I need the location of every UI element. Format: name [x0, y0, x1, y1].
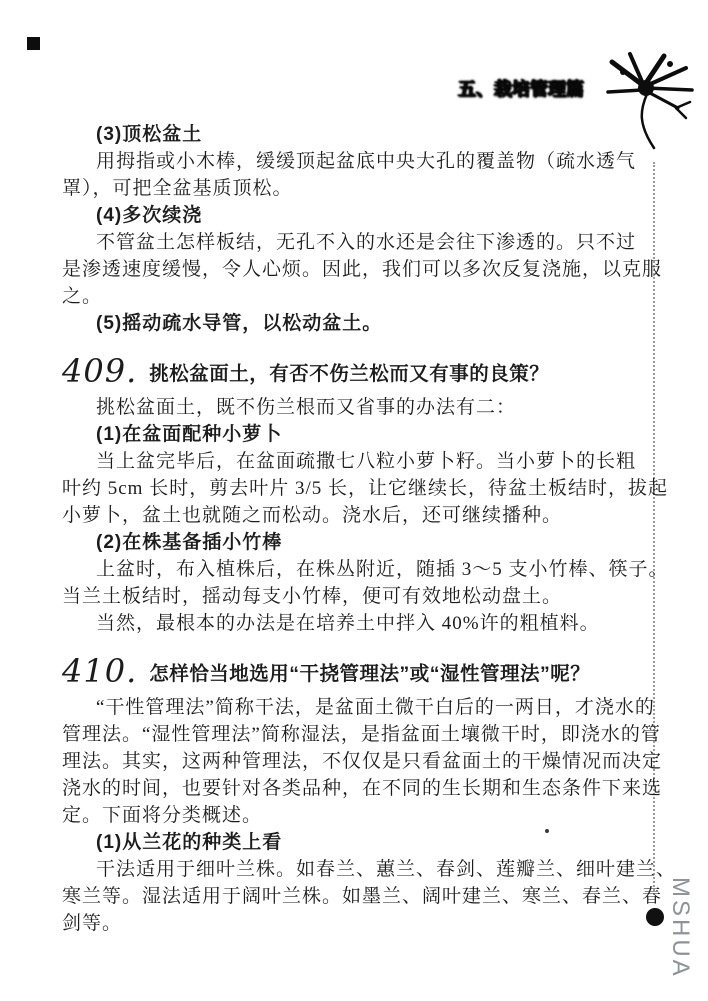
text-line: 浇水的时间，也要针对各类品种，在不同的生长期和生态条件下来选	[62, 778, 663, 799]
text-line: 挑松盆面土，既不伤兰根而又省事的办法有二：	[96, 397, 517, 418]
text-line: 剑等。	[62, 913, 123, 934]
text-line: 是渗透速度缓慢，令人心烦。因此，我们可以多次反复浇施，以克服	[62, 259, 663, 280]
question-410-heading	[62, 646, 650, 690]
subheading-line: (5)摇动疏水导管，以松动盆土。	[96, 313, 383, 334]
text-line: 用拇指或小木棒，缓缓顶起盆底中央大孔的覆盖物（疏水透气	[96, 151, 637, 172]
question-409-heading	[62, 346, 650, 390]
text-line: 罩），可把全盆基质顶松。	[62, 178, 293, 199]
subheading-line: (2)在株基备插小竹棒	[96, 532, 283, 553]
question-number: 410.	[62, 652, 138, 690]
subheading-line: (1)从兰花的种类上看	[96, 832, 283, 853]
text-line: 寒兰等。湿法适用于阔叶兰株。如墨兰、阔叶建兰、寒兰、春兰、春	[62, 886, 663, 907]
text-line: 上盆时，布入植株后，在株丛附近，随插 3～5 支小竹棒、筷子。	[96, 559, 669, 580]
question-title: 怎样恰当地选用“干挠管理法”或“湿性管理法”呢？	[149, 663, 591, 685]
text-line: 定。下面将分类概述。	[62, 805, 263, 826]
subheading-line: (3)顶松盆土	[96, 124, 203, 145]
text-line: 干法适用于细叶兰株。如春兰、蕙兰、春剑、莲瓣兰、细叶建兰、	[96, 859, 677, 880]
question-number: 409.	[62, 352, 138, 390]
text-line: 不管盆土怎样板结，无孔不入的水还是会往下渗透的。只不过	[96, 232, 637, 253]
chapter-banner: 五、栽培管理篇	[458, 79, 584, 99]
watermark-text: MSHUA	[667, 877, 694, 979]
question-title: 挑松盆面土，有否不伤兰松而又有事的良策？	[149, 363, 550, 385]
text-line: 当兰土板结时，摇动每支小竹棒，便可有效地松动盘土。	[62, 586, 563, 607]
subheading-line: (4)多次续浇	[96, 205, 203, 226]
text-line: 管理法。“湿性管理法”简称湿法，是指盆面土壤微干时，即浇水的管	[62, 724, 661, 745]
text-line: 当然，最根本的办法是在培养土中拌入 40%许的粗植料。	[96, 613, 600, 634]
text-line: 小萝卜，盆土也就随之而松动。浇水后，还可继续播种。	[62, 505, 563, 526]
text-line: 理法。其实，这两种管理法，不仅仅是只看盆面土的干燥情况而决定	[62, 751, 663, 772]
print-registration-mark	[27, 37, 40, 50]
text-line: 之。	[62, 286, 103, 307]
subheading-line: (1)在盆面配种小萝卜	[96, 424, 283, 445]
text-line: “干性管理法”简称干法，是盆面土微干白后的一两日，才浇水的	[96, 697, 655, 718]
text-line: 叶约 5cm 长时，剪去叶片 3/5 长，让它继续长，待盆土板结时，拔起	[62, 478, 668, 499]
text-column	[62, 121, 677, 937]
text-line: 当上盆完毕后，在盆面疏撒七八粒小萝卜籽。当小萝卜的长粗	[96, 451, 637, 472]
